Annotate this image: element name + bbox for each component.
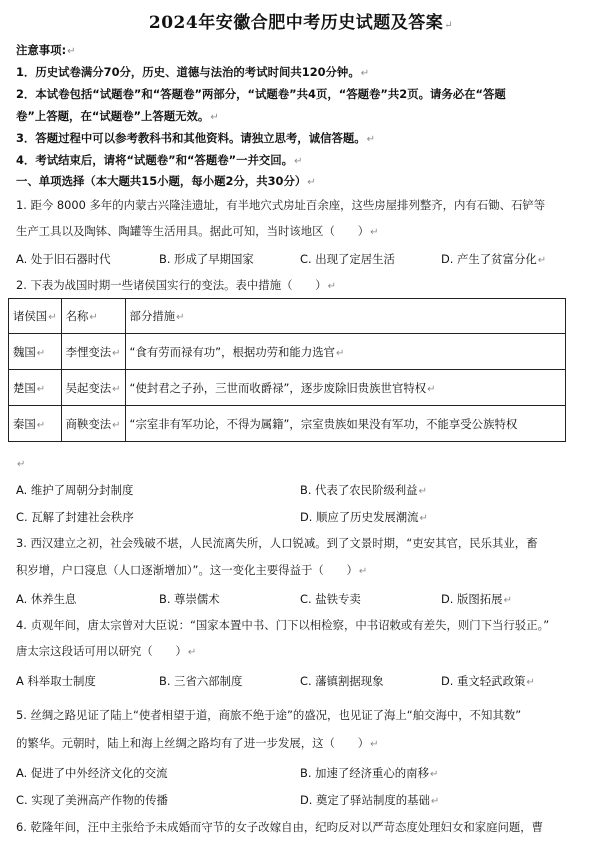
option-b: B. 形成了早期国家 — [159, 252, 254, 266]
table-header-cell: 诸侯国↵ — [9, 299, 62, 334]
paragraph-mark: ↵ — [17, 459, 26, 470]
option-d: D. 奠定了驿站制度的基础↵ — [300, 793, 440, 807]
notice-item: 1．历史试卷满分70分，历史、道德与法治的考试时间共120分钟。↵ — [16, 65, 370, 79]
option-a: A. 处于旧石器时代 — [16, 252, 111, 266]
table-row — [9, 334, 566, 370]
table-cell: 吴起变法↵ — [61, 370, 125, 406]
question-stem: 积岁增，户口寖息（人口逐渐增加）”。这一变化主要得益于（ ）↵ — [16, 563, 368, 577]
option-b: B. 加速了经济重心的南移↵ — [300, 766, 439, 780]
option-c: C. 盐铁专卖 — [300, 592, 361, 606]
question-stem: 4. 贞观年间，唐太宗曾对大臣说：“国家本置中书、门下以相检察，中书诏敕或有差失，则门下当行驳正。” — [16, 618, 550, 632]
question-stem: 2. 下表为战国时期一些诸侯国实行的变法。表中措施（ ）↵ — [16, 278, 337, 292]
notice-item: 4．考试结束后，请将“试题卷”和“答题卷”一并交回。↵ — [16, 153, 303, 167]
table-cell: “食有劳而禄有功”，根据功劳和能力选官↵ — [125, 334, 565, 370]
option-c: C. 实现了美洲高产作物的传播 — [16, 793, 168, 807]
table-cell: 魏国↵ — [9, 334, 62, 370]
option-d: D. 版图拓展↵ — [441, 592, 512, 606]
question-stem: 3. 西汉建立之初，社会残破不堪，人民流离失所，人口锐减。到了文景时期，“吏安其官，民乐其业，畜 — [16, 536, 538, 550]
option-a: A. 促进了中外经济文化的交流 — [16, 766, 168, 780]
option-a: A. 维护了周朝分封制度 — [16, 483, 134, 497]
reform-table — [8, 298, 566, 442]
notice-heading: 注意事项:↵ — [16, 43, 76, 57]
option-b: B. 尊崇儒术 — [159, 592, 220, 606]
notice-item: 2．本试卷包括“试题卷”和“答题卷”两部分，“试题卷”共4页，“答题卷”共2页。请务必在“答题 — [16, 87, 506, 101]
option-d: D. 重文轻武政策↵ — [441, 674, 535, 688]
question-stem: 唐太宗这段话可用以研究（ ）↵ — [16, 644, 197, 658]
notice-item: 3．答题过程中可以参考教科书和其他资料。请独立思考，诚信答题。↵ — [16, 131, 376, 145]
option-d: D. 顺应了历史发展潮流↵ — [300, 510, 428, 524]
table-header-row — [9, 299, 566, 334]
option-b: B. 代表了农民阶级利益↵ — [300, 483, 427, 497]
option-a: A 科举取士制度 — [16, 674, 96, 688]
table-row — [9, 370, 566, 406]
table-cell: “宗室非有军功论，不得为属籍”，宗室贵族如果没有军功，不能享受公族特权 — [125, 406, 565, 442]
table-cell: 李悝变法↵ — [61, 334, 125, 370]
table-header-cell: 部分措施↵ — [125, 299, 565, 334]
option-c: C. 出现了定居生活 — [300, 252, 395, 266]
table-cell: 秦国↵ — [9, 406, 62, 442]
question-stem: 生产工具以及陶钵、陶罐等生活用具。据此可知，当时该地区（ ）↵ — [16, 224, 379, 238]
question-stem: 1. 距今 8000 多年的内蒙古兴隆洼遗址，有半地穴式房址百余座，这些房屋排列整齐，内有石锄、石铲等 — [16, 198, 546, 212]
question-stem: 的繁华。元朝时，陆上和海上丝绸之路均有了进一步发展，这（ ）↵ — [16, 736, 379, 750]
section-heading: 一、单项选择（本大题共15小题，每小题2分，共30分）↵ — [16, 174, 316, 188]
question-stem: 5. 丝绸之路见证了陆上“使者相望于道，商旅不绝于途”的盛况，也见证了海上“舶交海中，不知其数” — [16, 708, 522, 722]
option-c: C. 藩镇割据现象 — [300, 674, 384, 688]
option-b: B. 三省六部制度 — [159, 674, 243, 688]
notice-item: 卷”上答题，在“试题卷”上答题无效。↵ — [16, 109, 219, 123]
table-row — [9, 406, 566, 442]
option-a: A. 休养生息 — [16, 592, 77, 606]
table-cell: 楚国↵ — [9, 370, 62, 406]
table-cell: “使封君之子孙，三世而收爵禄”，逐步废除旧贵族世官特权↵ — [125, 370, 565, 406]
question-stem: 6. 乾隆年间，汪中主张给予未成婚而守节的女子改嫁自由，纪昀反对以严苛态度处理妇女和家庭问题，曹 — [16, 820, 544, 834]
page-title: 2024年安徽合肥中考历史试题及答案↵ — [148, 13, 454, 33]
option-c: C. 瓦解了封建社会秩序 — [16, 510, 134, 524]
table-cell: 商鞅变法↵ — [61, 406, 125, 442]
option-d: D. 产生了贫富分化↵ — [441, 252, 547, 266]
table-header-cell: 名称↵ — [61, 299, 125, 334]
